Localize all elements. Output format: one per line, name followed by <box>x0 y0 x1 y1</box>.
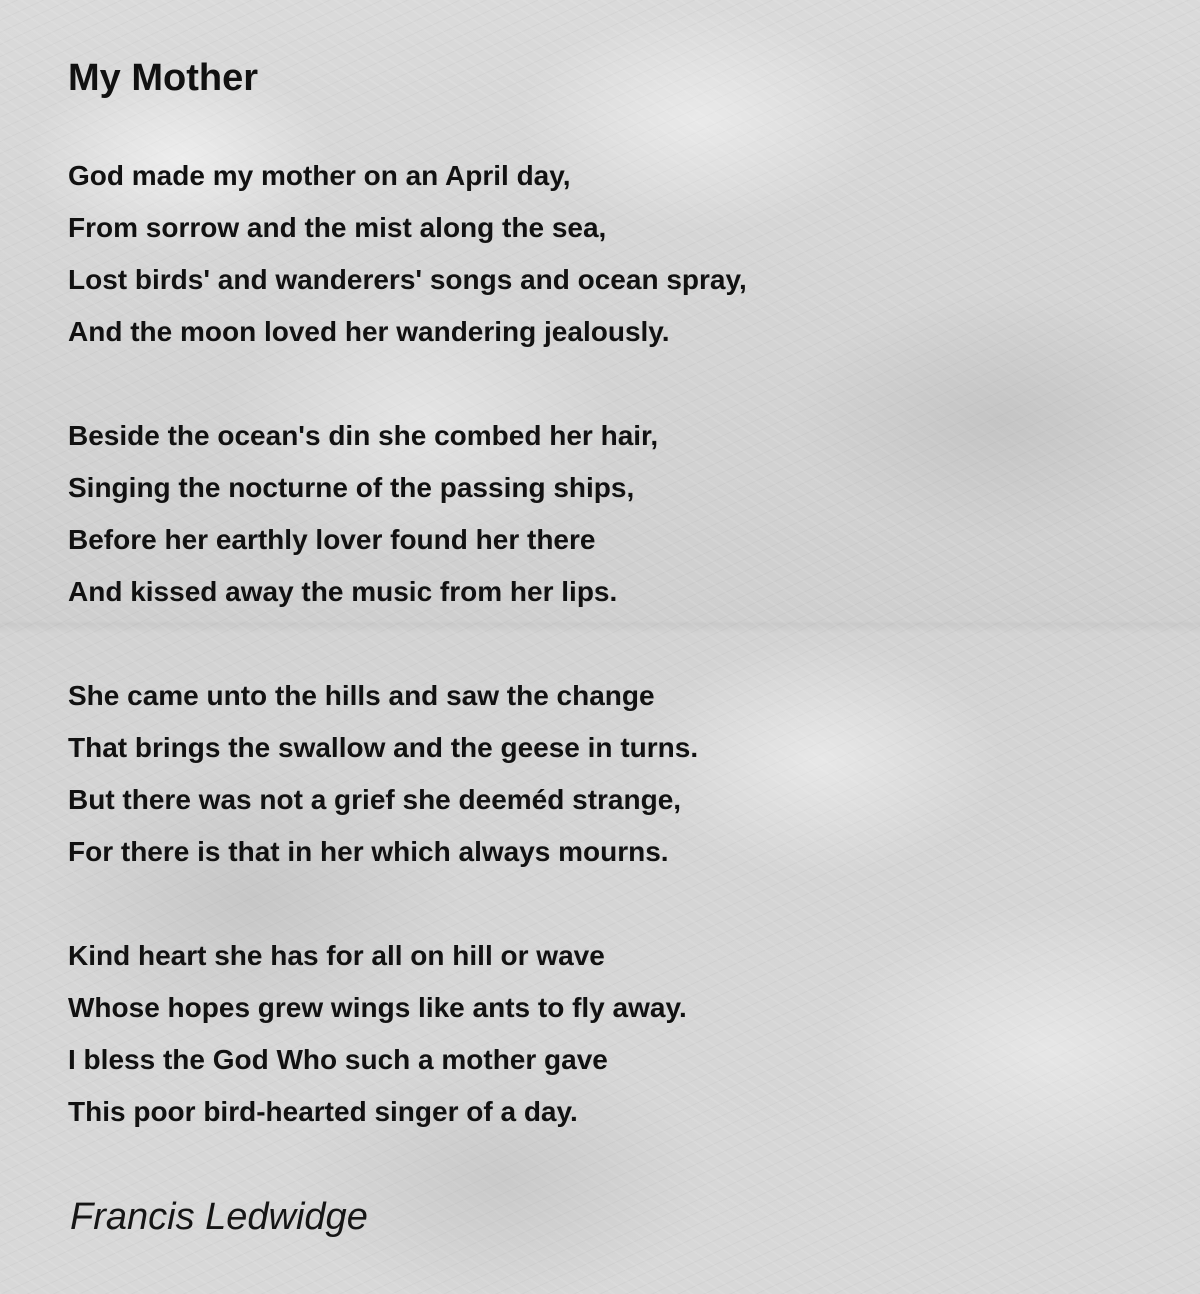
poem-author: Francis Ledwidge <box>70 1196 368 1238</box>
poem-line: And the moon loved her wandering jealously. <box>68 316 670 347</box>
poem-line: For there is that in her which always mourns. <box>68 836 669 867</box>
poem-line: Kind heart she has for all on hill or wave <box>68 940 605 971</box>
poem-body <box>68 150 747 1190</box>
poem-line: This poor bird-hearted singer of a day. <box>68 1096 578 1127</box>
poem-line: From sorrow and the mist along the sea, <box>68 212 607 243</box>
poem-line: God made my mother on an April day, <box>68 160 571 191</box>
poem-line: She came unto the hills and saw the change <box>68 680 655 711</box>
poem-line: But there was not a grief she deeméd strange, <box>68 784 682 815</box>
stanza-4 <box>68 930 747 1138</box>
poem-line: Singing the nocturne of the passing ships, <box>68 472 635 503</box>
poem-line: Beside the ocean's din she combed her hair, <box>68 420 659 451</box>
stanza-2 <box>68 410 747 618</box>
stanza-3 <box>68 670 747 878</box>
poem-line: And kissed away the music from her lips. <box>68 576 618 607</box>
poem-line: Lost birds' and wanderers' songs and ocean spray, <box>68 264 747 295</box>
poem-line: I bless the God Who such a mother gave <box>68 1044 608 1075</box>
poem-title: My Mother <box>68 57 258 99</box>
poem-line: Before her earthly lover found her there <box>68 524 596 555</box>
poem-line: That brings the swallow and the geese in turns. <box>68 732 699 763</box>
poem-line: Whose hopes grew wings like ants to fly away. <box>68 992 687 1023</box>
stanza-1 <box>68 150 747 358</box>
